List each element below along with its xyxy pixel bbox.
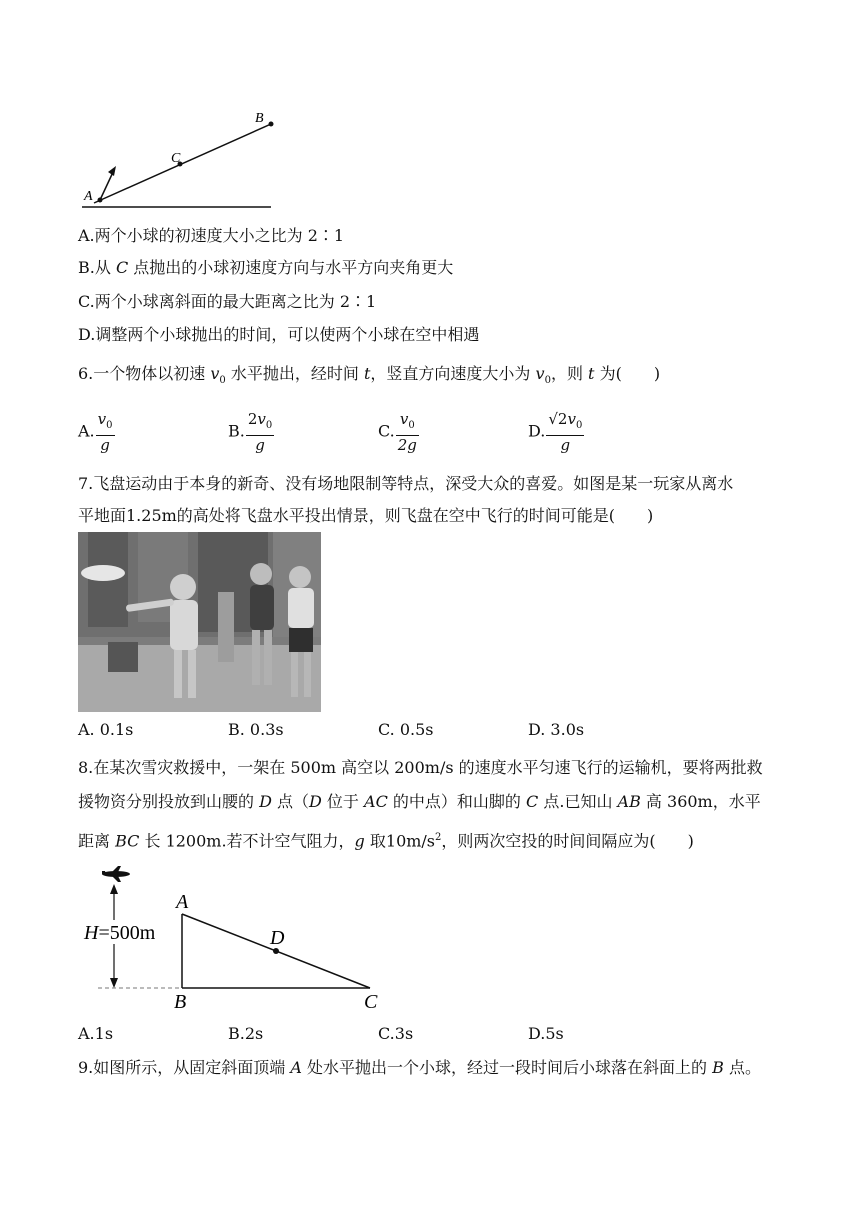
q8-option-a: A.1s xyxy=(78,1024,114,1043)
frisbee-photo xyxy=(78,532,321,712)
q6-option-a: A. $\frac{v_0}{g}$ xyxy=(78,410,113,454)
q5-option-d: D.调整两个小球抛出的时间，可以使两个小球在空中相遇 xyxy=(78,325,480,344)
airplane-icon xyxy=(102,866,130,882)
q8-option-b: B.2s xyxy=(228,1024,264,1043)
q8-option-d: D.5s xyxy=(528,1024,564,1043)
point-b xyxy=(269,122,274,127)
q5-option-b: B.从 C 点抛出的小球初速度方向与水平方向夹角更大 xyxy=(78,258,454,277)
q8-stem-line-1: 8.在某次雪灾救援中，一架在 500m 高空以 200m/s 的速度水平匀速飞行的运输机，要将两批救 xyxy=(78,758,763,777)
q7-option-b: B. 0.3s xyxy=(228,720,284,739)
q6-option-c: C. $\frac{v_0}{2g}$ xyxy=(378,410,417,454)
q7-option-d: D. 3.0s xyxy=(528,720,585,739)
label-c: C xyxy=(171,151,181,166)
q8-stem-line-3: 距离 BC 长 1200m.若不计空气阻力，g 取$10m/s^2$，则两次空投的时间间隔应为( ) xyxy=(78,831,694,851)
label-b: B xyxy=(255,111,264,126)
incline-line xyxy=(94,124,271,203)
q7-stem-line-1: 7.飞盘运动由于本身的新奇、没有场地限制等特点，深受大众的喜爱。如图是某一玩家从离水 xyxy=(78,474,734,493)
label-a: A xyxy=(176,891,189,913)
incline-figure-1 xyxy=(78,100,278,212)
q7-option-a: A. 0.1s xyxy=(78,720,134,739)
label-c: C xyxy=(364,991,378,1012)
arrowhead xyxy=(108,166,116,176)
point-a xyxy=(98,198,103,203)
frisbee xyxy=(81,565,125,581)
q6-option-b: B. $\frac{2v_0}{g}$ xyxy=(228,410,273,454)
q7-option-c: C. 0.5s xyxy=(378,720,434,739)
label-b: B xyxy=(174,991,187,1012)
q7-stem-line-2: 平地面1.25m的高处将飞盘水平投出情景，则飞盘在空中飞行的时间可能是( ) xyxy=(78,506,654,525)
q5-option-c: C.两个小球离斜面的最大距离之比为 2∶1 xyxy=(78,292,377,311)
q6-stem: 6.一个物体以初速 $v_0$ 水平抛出，经时间 t，竖直方向速度大小为 $v_0$，则 t 为( ) xyxy=(78,364,661,387)
label-a: A xyxy=(84,189,93,204)
q8-option-c: C.3s xyxy=(378,1024,414,1043)
airdrop-figure xyxy=(78,862,388,1012)
q5-option-a: A.两个小球的初速度大小之比为 2∶1 xyxy=(78,226,345,245)
height-label: H=500m xyxy=(84,922,156,944)
label-d: D xyxy=(270,927,285,949)
q6-option-d: D. $\frac{√2v_0}{g}$ xyxy=(528,410,583,454)
q8-stem-line-2: 援物资分别投放到山腰的 D 点（D 位于 AC 的中点）和山脚的 C 点.已知山 AB 高 360m，水平 xyxy=(78,792,761,811)
q9-stem: 9.如图所示，从固定斜面顶端 A 处水平抛出一个小球，经过一段时间后小球落在斜面上的 B 点。 xyxy=(78,1058,761,1077)
